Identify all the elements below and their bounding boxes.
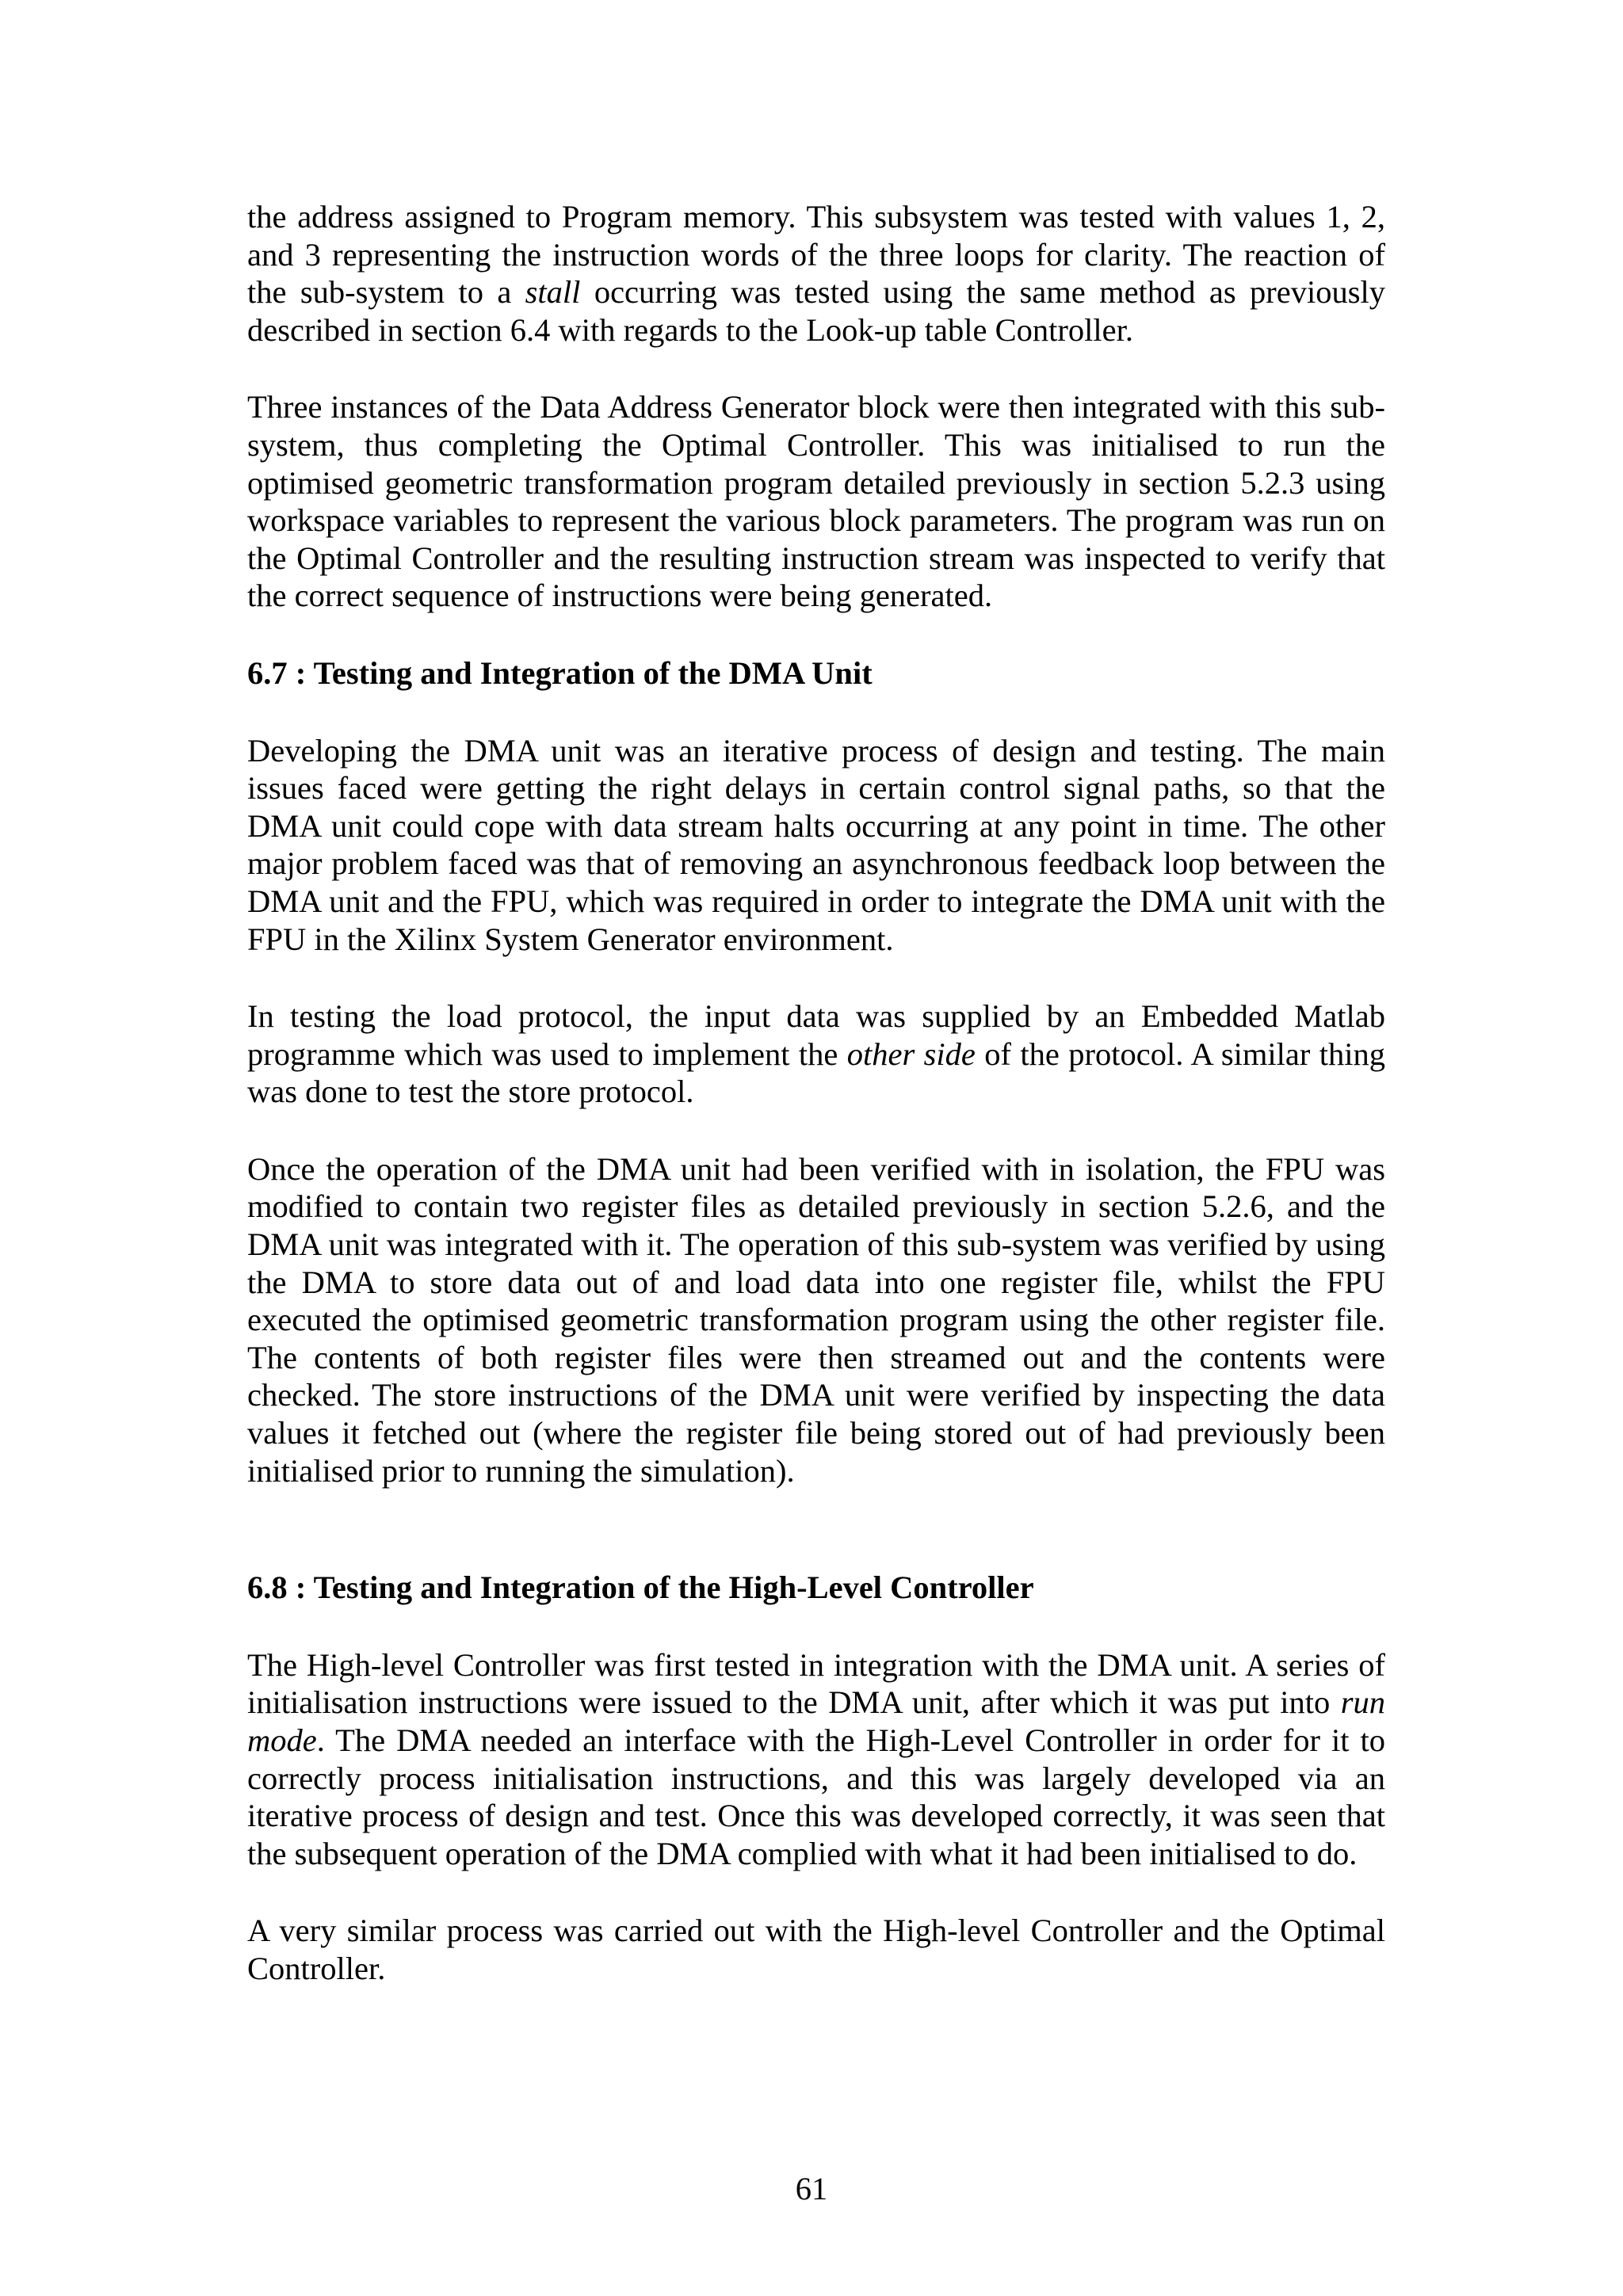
spacer (247, 1529, 1385, 1569)
section-heading-6-7: 6.7 : Testing and Integration of the DMA Unit (247, 654, 873, 691)
text-run: The High-level Controller was first tested in integration with the DMA unit. A series of initialisation instructions were issued to the DMA unit, after which it was put into (247, 1646, 1385, 1721)
text-run: of the protocol. A similar thing was done to test the store protocol. (247, 1035, 1385, 1110)
text-run: In testing the load protocol, the input data was supplied by an Embedded Matlab programme which was used to implement the (247, 998, 1385, 1072)
italic-other-side: other side (846, 1035, 976, 1072)
paragraph-optimal-controller: A very similar process was carried out with the High-level Controller and the Optimal Controller. (247, 1913, 1385, 1986)
document-page (247, 198, 1385, 2027)
paragraph-load-protocol (247, 997, 1385, 1111)
page-number: 61 (795, 2171, 828, 2206)
paragraph-data-address-generator: Three instances of the Data Address Generator block were then integrated with this sub-system, thus completing the Optimal Controller. This was initialised to run the optimised geometric transformation program detailed previously in section 5.2.3 using workspace variables to represent the various block parameters. The program was run on the Optimal Controller and the resulting instruction stream was inspected to verify that the correct sequence of instructions were being generated. (247, 389, 1385, 614)
paragraph-dma-development: Developing the DMA unit was an iterative process of design and testing. The main issues faced were getting the right delays in certain control signal paths, so that the DMA unit could cope with data stream halts occurring at any point in time. The other major problem faced was that of removing an asynchronous feedback loop between the DMA unit and the FPU, which was required in order to integrate the DMA unit with the FPU in the Xilinx System Generator environment. (247, 732, 1385, 957)
paragraph-dma-integration: Once the operation of the DMA unit had been verified with in isolation, the FPU was modified to contain two register files as detailed previously in section 5.2.6, and the DMA unit was integrated with it. The operation of this sub-system was verified by using the DMA to store data out of and load data into one register file, whilst the FPU executed the optimised geometric transformation program using the other register file. The contents of both register files were then streamed out and the contents were checked. The store instructions of the DMA unit were verified by inspecting the data values it fetched out (where the register file being stored out of had previously been initialised prior to running the simulation). (247, 1150, 1385, 1489)
text-run: occurring was tested using the same method as previously described in section 6.4 with regards to the Look-up table Controller. (247, 274, 1386, 348)
paragraph-program-memory (247, 198, 1385, 349)
paragraph-high-level-controller (247, 1646, 1385, 1873)
section-heading-6-8: 6.8 : Testing and Integration of the High-Level Controller (247, 1569, 1034, 1606)
text-run: the address assigned to Program memory. This subsystem was tested with values 1, 2, and 3 representing the instruction words of the three loops for clarity. The reaction of the sub-system to a (247, 199, 1385, 311)
italic-stall: stall (525, 274, 581, 311)
italic-run-mode: run mode (247, 1684, 1385, 1758)
text-run: . The DMA needed an interface with the High-Level Controller in order for it to correctly process initialisation instructions, and this was largely developed via an iterative process of design and test. Once this was developed correctly, it was seen that the subsequent operation of the DMA complied with what it had been initialised to do. (247, 1722, 1385, 1871)
